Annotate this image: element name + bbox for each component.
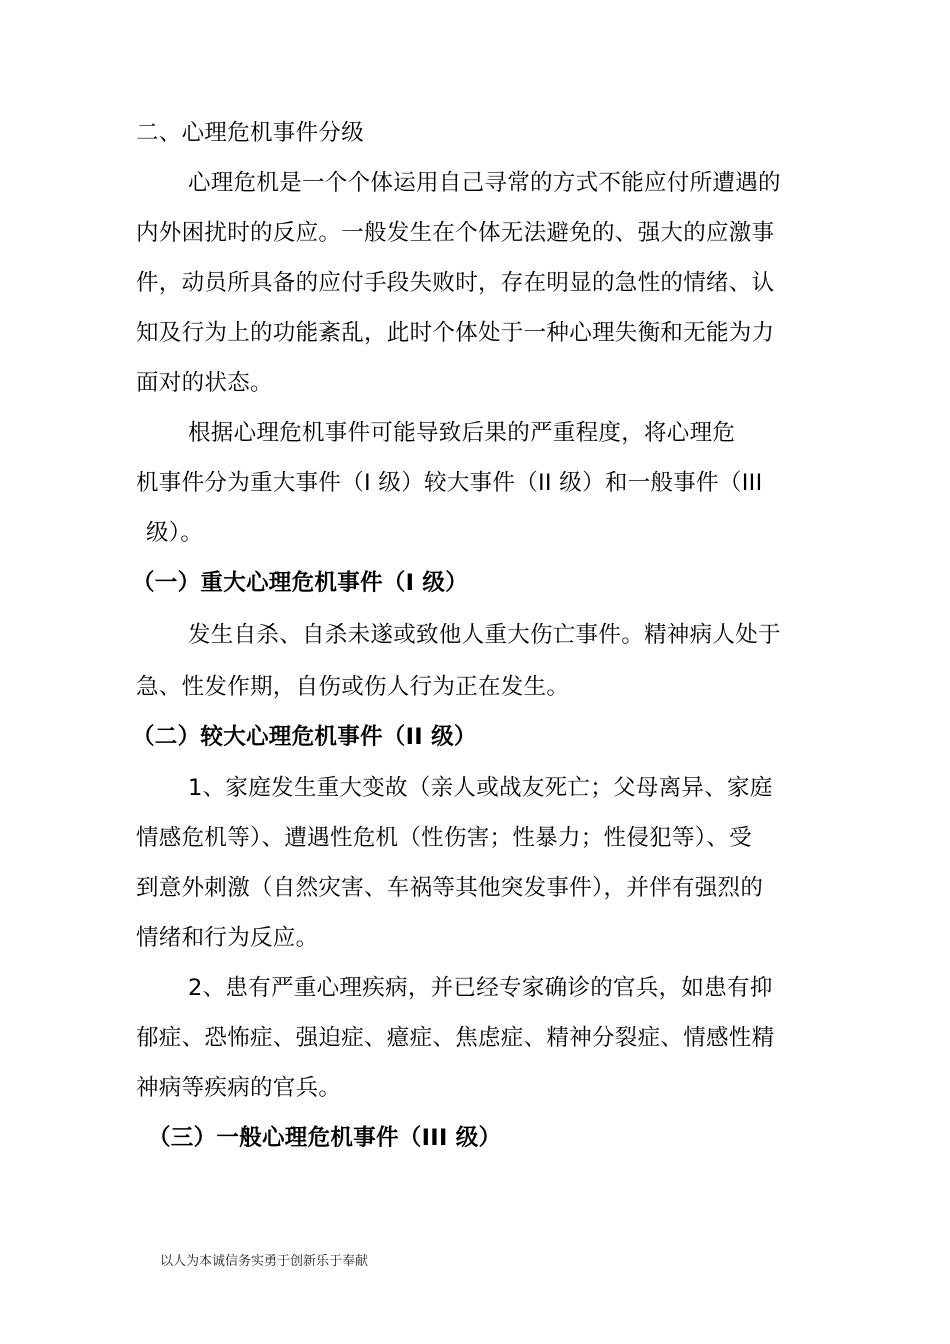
level2-item1-line-4: 情绪和行为反应。 [136, 925, 319, 951]
level2-item2-line-1: 2、患有严重心理疾病，并已经专家确诊的官兵，如患有抑 [188, 975, 773, 1001]
intro-line-3: 件，动员所具备的应付手段失败时，存在明显的急性的情绪、认 [136, 270, 775, 296]
level2-item2-line-2: 郁症、恐怖症、强迫症、癔症、焦虑症、精神分裂症、情感性精 [136, 1025, 775, 1051]
classification-line-3: 级）。 [146, 520, 204, 546]
level2-item2-line-3: 神病等疾病的官兵。 [136, 1075, 342, 1101]
level2-item1-line-3: 到意外刺激（自然灾害、车祸等其他突发事件），并伴有强烈的 [136, 875, 764, 901]
level2-item1-line-1: 1、家庭发生重大变故（亲人或战友死亡；父母离异、家庭 [188, 775, 773, 801]
footer-motto: 以人为本诚信务实勇于创新乐于奉献 [160, 1254, 369, 1269]
intro-line-1: 心理危机是一个个体运用自己寻常的方式不能应付所遭遇的 [188, 170, 781, 196]
level3-heading: （三）一般心理危机事件（III 级） [148, 1125, 502, 1151]
intro-line-4: 知及行为上的功能紊乱，此时个体处于一种心理失衡和无能为力 [136, 320, 775, 346]
classification-line-2: 机事件分为重大事件（I 级）较大事件（II 级）和一般事件（III [136, 470, 763, 496]
level1-heading: （一）重大心理危机事件（I 级） [132, 570, 469, 596]
intro-line-2: 内外困扰时的反应。一般发生在个体无法避免的、强大的应激事 [136, 220, 775, 246]
level2-item1-line-2: 情感危机等）、遭遇性危机（性伤害；性暴力；性侵犯等）、受 [136, 825, 752, 851]
classification-line-1: 根据心理危机事件可能导致后果的严重程度，将心理危 [188, 420, 736, 446]
level1-line-2: 急、性发作期，自伤或伤人行为正在发生。 [136, 674, 570, 700]
section-heading: 二、心理危机事件分级 [136, 120, 365, 146]
level2-heading: （二）较大心理危机事件（II 级） [132, 724, 477, 750]
intro-line-5: 面对的状态。 [136, 370, 273, 396]
level1-line-1: 发生自杀、自杀未遂或致他人重大伤亡事件。精神病人处于 [188, 622, 781, 648]
